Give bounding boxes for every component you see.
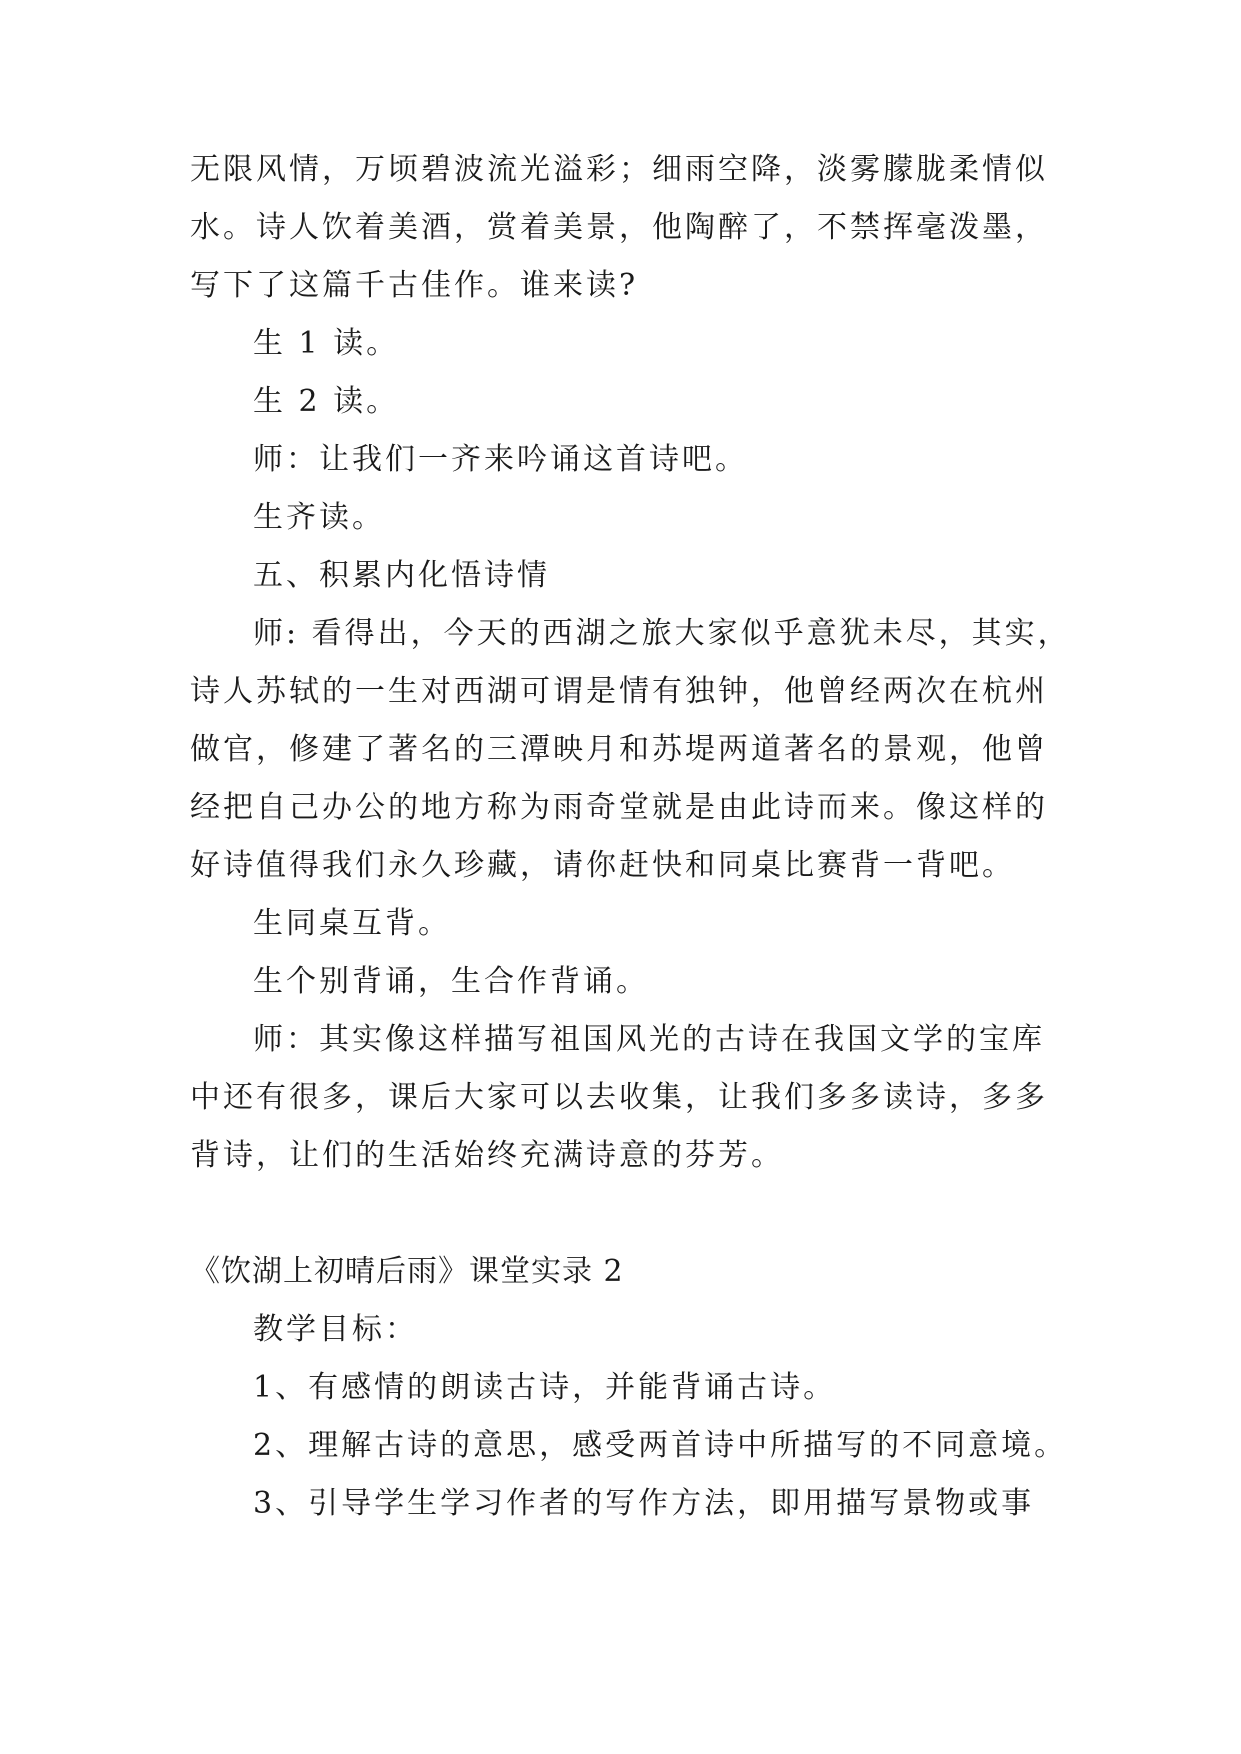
paragraph-line: 生个别背诵，生合作背诵。: [253, 964, 649, 999]
paragraph-line: 生齐读。: [253, 500, 385, 535]
paragraph-line: 诗人苏轼的一生对西湖可谓是情有独钟，他曾经两次在杭州: [190, 674, 1048, 709]
paragraph-line: 水。诗人饮着美酒，赏着美景，他陶醉了，不禁挥毫泼墨，: [190, 210, 1048, 245]
paragraph-line: 背诗，让们的生活始终充满诗意的芬芳。: [190, 1138, 784, 1173]
paragraph-line: 中还有很多，课后大家可以去收集，让我们多多读诗，多多: [190, 1080, 1048, 1115]
paragraph-line: 无限风情，万顷碧波流光溢彩；细雨空降，淡雾朦胧柔情似: [190, 152, 1048, 187]
paragraph-line: 写下了这篇千古佳作。谁来读?: [190, 268, 639, 303]
paragraph-line: 好诗值得我们永久珍藏，请你赶快和同桌比赛背一背吧。: [190, 848, 1015, 883]
paragraph-line: 生 1 读。: [253, 326, 400, 361]
paragraph-line: 做官，修建了著名的三潭映月和苏堤两道著名的景观，他曾: [190, 732, 1048, 767]
paragraph-line: 经把自己办公的地方称为雨奇堂就是由此诗而来。像这样的: [190, 790, 1048, 825]
paragraph-line: 生 2 读。: [253, 384, 400, 419]
document-title: 《饮湖上初晴后雨》课堂实录 2: [190, 1254, 624, 1289]
list-item: 2、理解古诗的意思，感受两首诗中所描写的不同意境。: [253, 1428, 1068, 1463]
list-item: 1、有感情的朗读古诗，并能背诵古诗。: [253, 1370, 837, 1405]
paragraph-line: 师: 看得出，今天的西湖之旅大家似乎意犹未尽，其实，: [253, 616, 1071, 651]
list-item: 3、引导学生学习作者的写作方法，即用描写景物或事: [253, 1486, 1035, 1521]
paragraph-line: 教学目标：: [253, 1312, 418, 1347]
paragraph-line: 师：让我们一齐来吟诵这首诗吧。: [253, 442, 748, 477]
paragraph-line: 生同桌互背。: [253, 906, 451, 941]
paragraph-line: 师：其实像这样描写祖国风光的古诗在我国文学的宝库: [253, 1022, 1045, 1057]
section-heading: 五、积累内化悟诗情: [253, 558, 550, 593]
